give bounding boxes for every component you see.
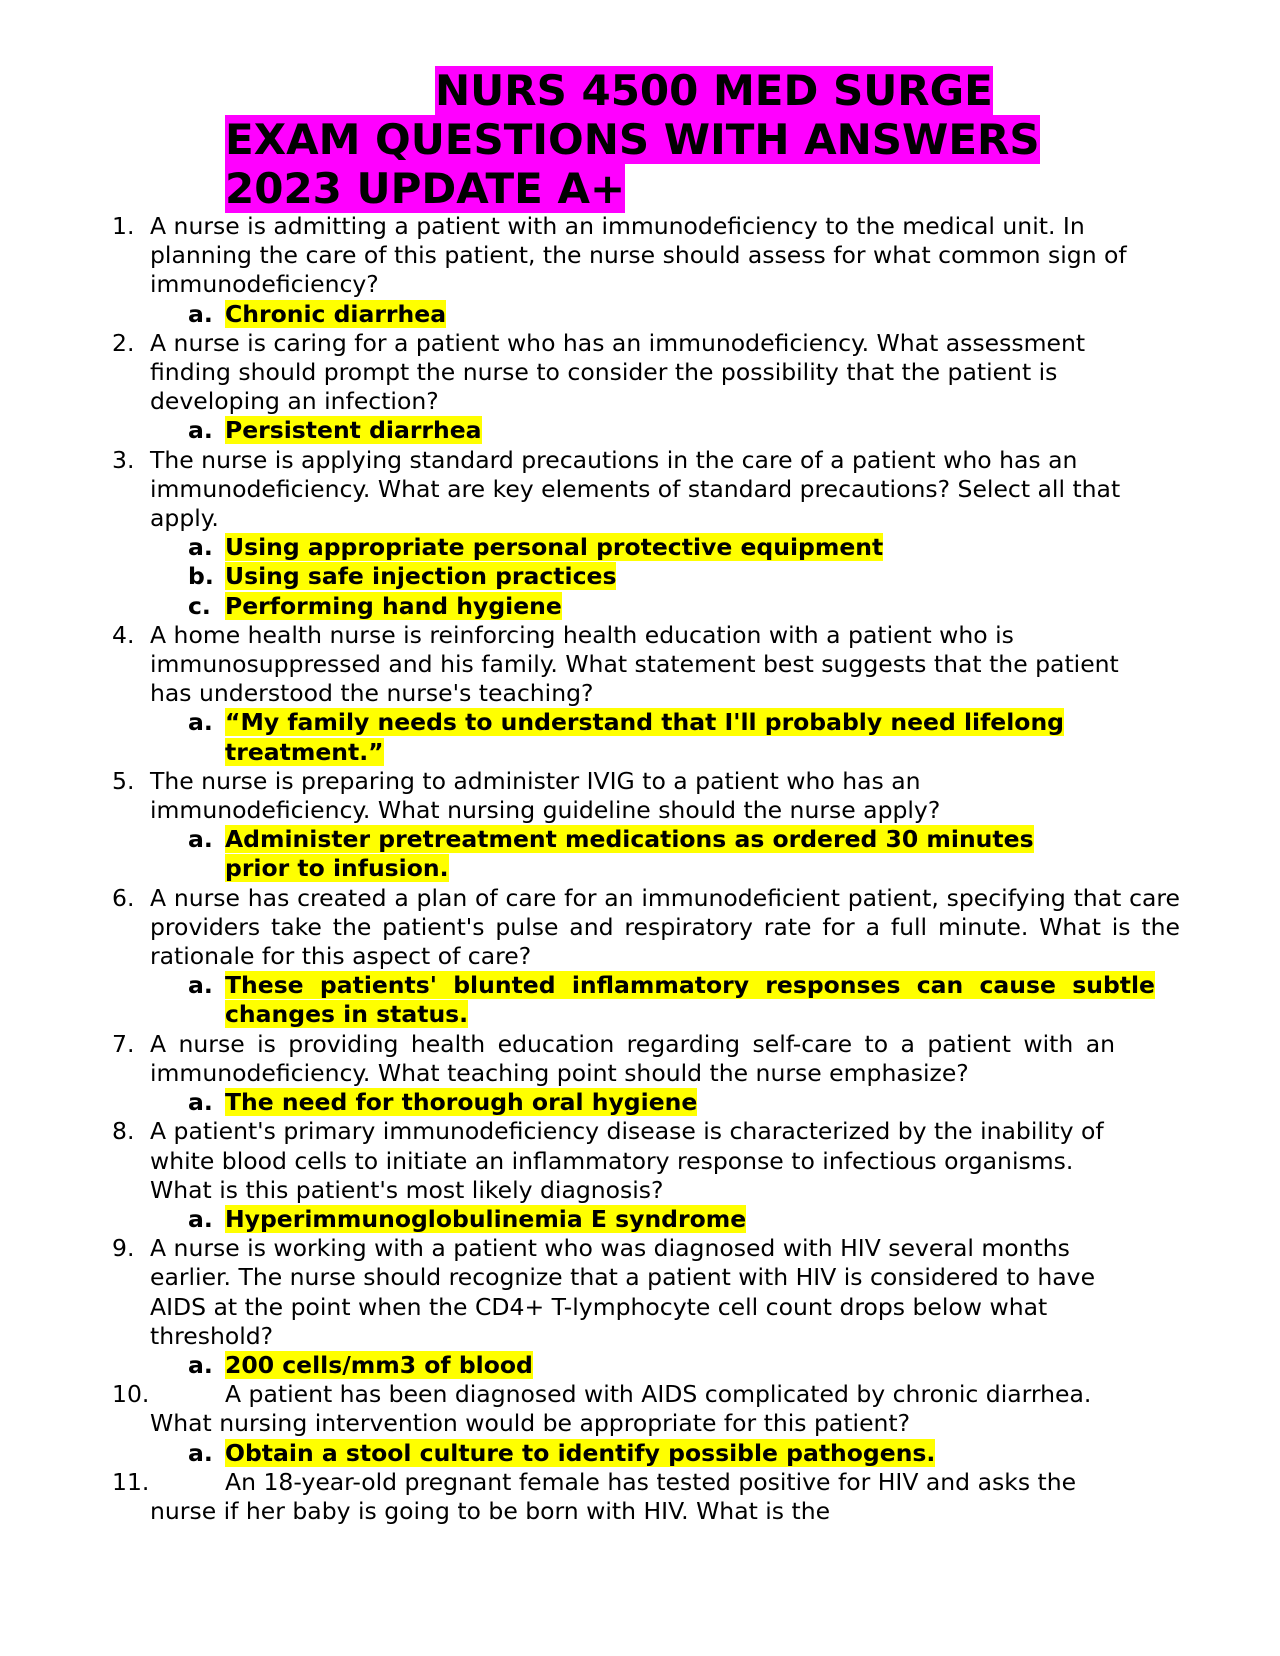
answer-text: Using safe injection practices bbox=[225, 562, 617, 591]
question-text: A nurse is caring for a patient who has an immunodeficiency. What assessment finding should prompt the nurse to consider the possibility that the patient is developing an infection? bbox=[150, 328, 1086, 416]
title-line-1: NURS 4500 MED SURGE bbox=[435, 66, 993, 115]
question-item bbox=[0, 446, 1280, 534]
answer-item bbox=[0, 562, 1280, 591]
question-number: 7. bbox=[112, 1029, 135, 1058]
answer-text: Hyperimmunoglobulinemia E syndrome bbox=[225, 1204, 747, 1233]
document-title bbox=[225, 66, 1125, 213]
answer-label: a. bbox=[188, 299, 213, 328]
question-text: The nurse is preparing to administer IVIG to a patient who has an immunodeficiency. What nursing guideline should the nurse apply? bbox=[150, 766, 941, 825]
answer-item bbox=[0, 1351, 1280, 1380]
answer-text: Using appropriate personal protective equipment bbox=[225, 533, 884, 562]
answer-text: These patients' blunted inflammatory responses can cause subtle changes in status. bbox=[225, 971, 1155, 1029]
answer-text: Persistent diarrhea bbox=[225, 416, 482, 445]
answer-text: Administer pretreatment medications as ordered 30 minutes prior to infusion. bbox=[225, 825, 1034, 883]
answer-item bbox=[0, 1205, 1280, 1234]
answer-label: a. bbox=[188, 971, 213, 1000]
question-item bbox=[0, 767, 1280, 825]
answer-item bbox=[0, 416, 1280, 445]
answer-item bbox=[0, 971, 1280, 1029]
question-text: An 18-year-old pregnant female has tested positive for HIV and asks the nurse if her baby is going to be born with HIV. What is the bbox=[150, 1467, 1077, 1525]
question-number: 5. bbox=[112, 766, 135, 795]
question-item bbox=[0, 1117, 1280, 1205]
answer-text: “My family needs to understand that I'll probably need lifelong treatment.” bbox=[225, 708, 1065, 766]
answer-item bbox=[0, 825, 1280, 883]
answer-item bbox=[0, 1439, 1280, 1468]
answer-label: a. bbox=[188, 533, 213, 562]
question-item bbox=[0, 1380, 1280, 1438]
answer-label: a. bbox=[188, 825, 213, 854]
answer-label: a. bbox=[188, 1350, 213, 1379]
question-number: 9. bbox=[112, 1234, 135, 1263]
answer-label: c. bbox=[188, 591, 211, 620]
question-text: A nurse is providing health education regarding self-care to a patient with an immunodeficiency. What teaching point should the nurse emphasize? bbox=[150, 1029, 1115, 1087]
answer-text: 200 cells/mm3 of blood bbox=[225, 1350, 533, 1379]
answer-label: a. bbox=[188, 1204, 213, 1233]
answer-item bbox=[0, 533, 1280, 562]
question-number: 4. bbox=[112, 620, 135, 649]
question-item bbox=[0, 1234, 1280, 1351]
question-item bbox=[0, 621, 1280, 709]
question-text: The nurse is applying standard precautions in the care of a patient who has an immunodeficiency. What are key elements of standard precautions? Select all that apply. bbox=[150, 445, 1121, 533]
answer-label: a. bbox=[188, 708, 213, 737]
question-number: 8. bbox=[112, 1117, 135, 1146]
answer-text: Obtain a stool culture to identify possible pathogens. bbox=[225, 1438, 936, 1467]
question-list bbox=[0, 212, 1280, 1526]
question-text: A nurse is admitting a patient with an immunodeficiency to the medical unit. In planning the care of this patient, the nurse should assess for what common sign of immunodeficiency? bbox=[150, 212, 1127, 299]
answer-label: a. bbox=[188, 416, 213, 445]
question-item bbox=[0, 329, 1280, 417]
question-text: A patient's primary immunodeficiency disease is characterized by the inability of white blood cells to initiate an inflammatory response to infectious organisms. What is this patient's most likely diagnosis? bbox=[150, 1117, 1104, 1204]
answer-text: The need for thorough oral hygiene bbox=[225, 1088, 698, 1117]
answer-label: a. bbox=[188, 1088, 213, 1117]
question-number: 11. bbox=[112, 1467, 150, 1496]
answer-item bbox=[0, 592, 1280, 621]
title-line-3: 2023 UPDATE A+ bbox=[225, 164, 626, 213]
answer-item bbox=[0, 1088, 1280, 1117]
question-number: 10. bbox=[112, 1380, 150, 1409]
question-item bbox=[0, 1468, 1280, 1526]
answer-label: a. bbox=[188, 1438, 213, 1467]
question-number: 2. bbox=[112, 328, 135, 357]
answer-text: Performing hand hygiene bbox=[225, 591, 562, 620]
answer-item bbox=[0, 708, 1280, 766]
question-text: A home health nurse is reinforcing health education with a patient who is immunosuppressed and his family. What statement best suggests that the patient has understood the nurse's teaching? bbox=[150, 620, 1119, 708]
question-text: A nurse has created a plan of care for an immunodeficient patient, specifying that care providers take the patient's pulse and respiratory rate for a full minute. What is the rationale for this aspect of care? bbox=[150, 883, 1180, 971]
question-number: 1. bbox=[112, 212, 135, 240]
question-item bbox=[0, 1030, 1280, 1088]
question-item bbox=[0, 212, 1280, 300]
answer-item bbox=[0, 300, 1280, 329]
question-text: A patient has been diagnosed with AIDS complicated by chronic diarrhea. What nursing intervention would be appropriate for this patient? bbox=[150, 1380, 1092, 1438]
question-text: A nurse is working with a patient who was diagnosed with HIV several months earlier. The nurse should recognize that a patient with HIV is considered to have AIDS at the point when the CD4+ T-lymphocyte cell count drops below what threshold? bbox=[150, 1234, 1096, 1350]
answer-text: Chronic diarrhea bbox=[225, 299, 447, 328]
question-number: 6. bbox=[112, 883, 135, 912]
title-line-2: EXAM QUESTIONS WITH ANSWERS bbox=[225, 115, 1040, 164]
question-item bbox=[0, 884, 1280, 972]
answer-label: b. bbox=[188, 562, 214, 591]
question-number: 3. bbox=[112, 445, 135, 474]
